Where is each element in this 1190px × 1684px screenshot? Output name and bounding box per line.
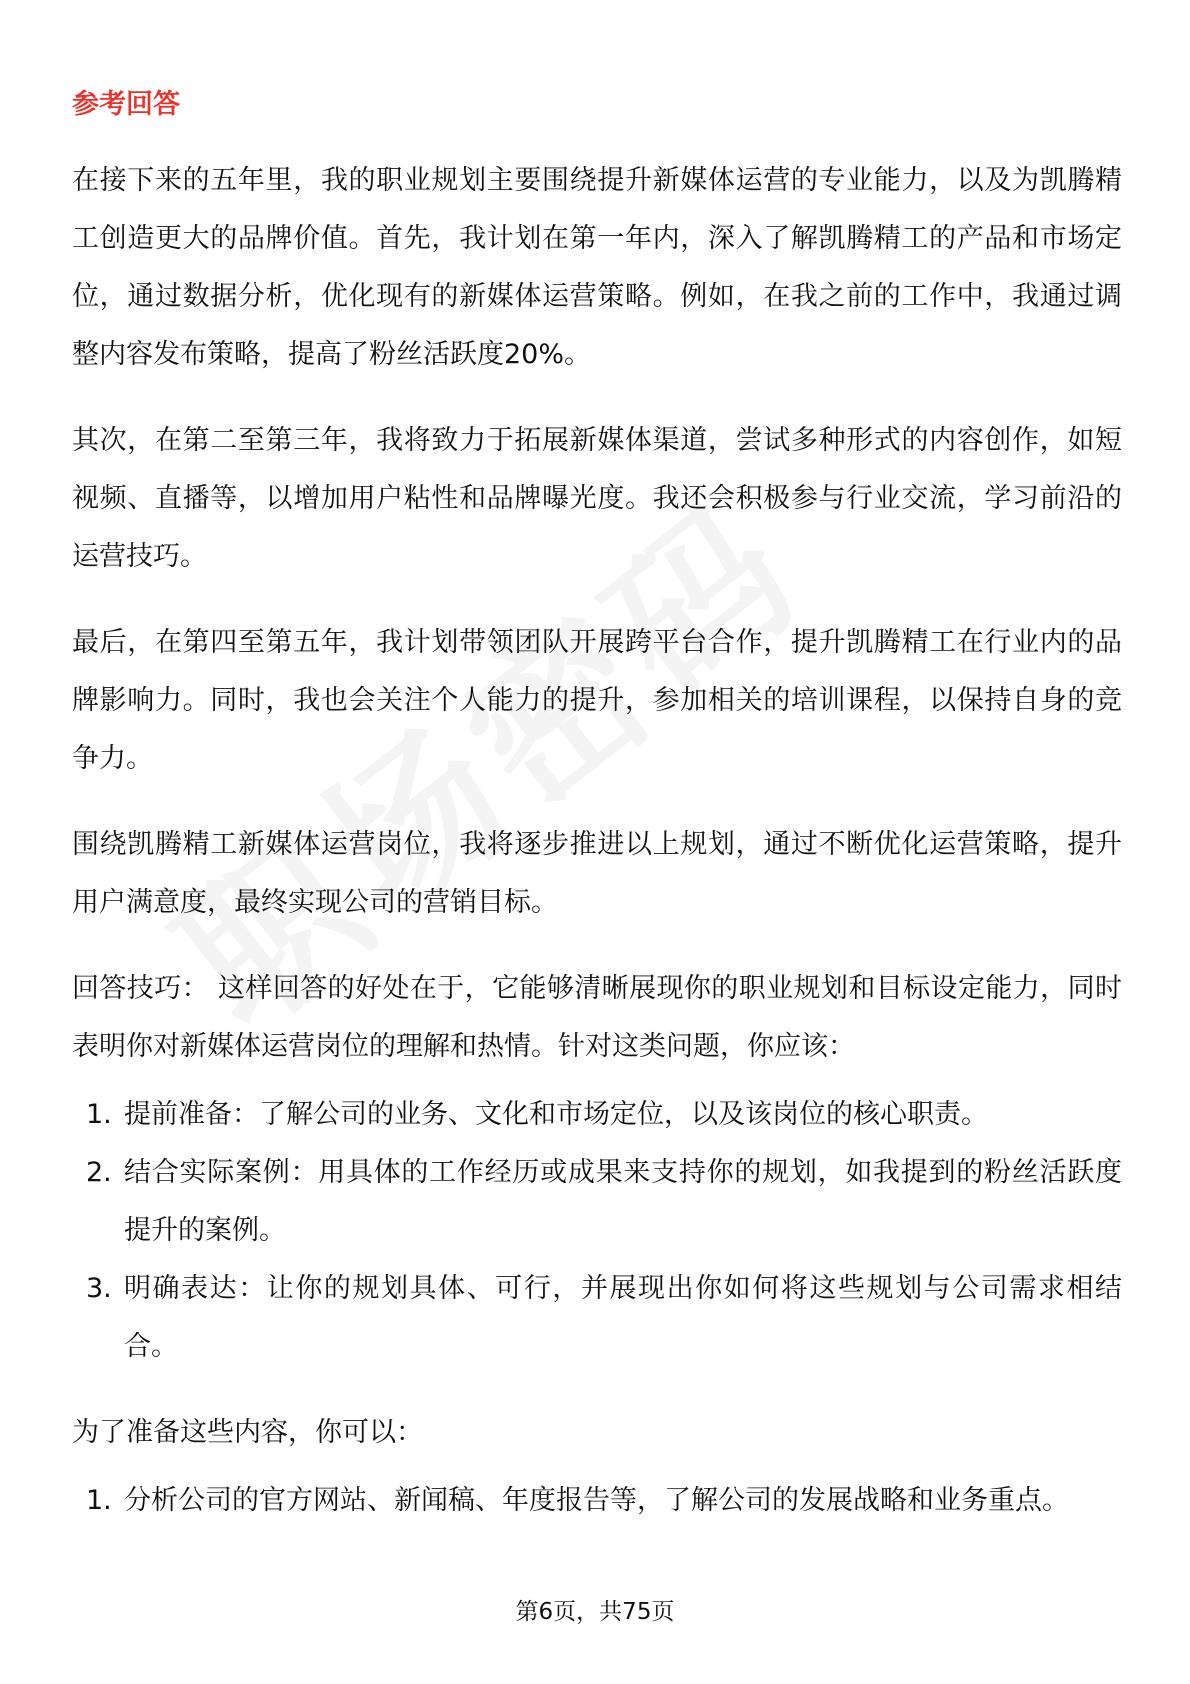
prep-intro-paragraph: 为了准备这些内容，你可以： bbox=[72, 1417, 423, 1448]
page-content bbox=[72, 80, 1122, 1558]
tips-intro-paragraph: 回答技巧： 这样回答的好处在于，它能够清晰展现你的职业规划和目标设定能力，同时表明你对新媒体运营岗位的理解和热情。针对这类问题，你应该： bbox=[72, 973, 1122, 1062]
list-item bbox=[72, 1144, 1122, 1260]
page-footer: 第6页，共75页 bbox=[515, 1599, 675, 1625]
list-item-number: 2. bbox=[86, 1157, 112, 1188]
answer-paragraph-3: 最后，在第四至第五年，我计划带领团队开展跨平台合作，提升凯腾精工在行业内的品牌影响力。同时，我也会关注个人能力的提升，参加相关的培训课程，以保持自身的竞争力。 bbox=[72, 627, 1122, 774]
list-item-number: 1. bbox=[86, 1099, 112, 1130]
answer-paragraph-4: 围绕凯腾精工新媒体运营岗位，我将逐步推进以上规划，通过不断优化运营策略，提升用户满意度，最终实现公司的营销目标。 bbox=[72, 829, 1122, 918]
list-item bbox=[72, 1472, 1122, 1530]
list-item-text: 明确表达：让你的规划具体、可行，并展现出你如何将这些规划与公司需求相结合。 bbox=[124, 1273, 1122, 1362]
tips-list bbox=[72, 1086, 1122, 1376]
list-item bbox=[72, 1086, 1122, 1144]
list-item-number: 1. bbox=[86, 1485, 112, 1516]
list-item-text: 提前准备：了解公司的业务、文化和市场定位，以及该岗位的核心职责。 bbox=[124, 1099, 988, 1130]
list-item-text: 分析公司的官方网站、新闻稿、年度报告等，了解公司的发展战略和业务重点。 bbox=[124, 1485, 1069, 1516]
prep-list bbox=[72, 1472, 1122, 1530]
section-title: 参考回答 bbox=[72, 89, 180, 120]
list-item bbox=[72, 1260, 1122, 1376]
answer-paragraph-2: 其次，在第二至第三年，我将致力于拓展新媒体渠道，尝试多种形式的内容创作，如短视频、直播等，以增加用户粘性和品牌曝光度。我还会积极参与行业交流，学习前沿的运营技巧。 bbox=[72, 425, 1122, 572]
answer-paragraph-1: 在接下来的五年里，我的职业规划主要围绕提升新媒体运营的专业能力，以及为凯腾精工创造更大的品牌价值。首先，我计划在第一年内，深入了解凯腾精工的产品和市场定位，通过数据分析，优化现有的新媒体运营策略。例如，在我之前的工作中，我通过调整内容发布策略，提高了粉丝活跃度20%。 bbox=[72, 165, 1122, 370]
list-item-text: 结合实际案例：用具体的工作经历或成果来支持你的规划，如我提到的粉丝活跃度提升的案例。 bbox=[124, 1157, 1122, 1246]
list-item-number: 3. bbox=[86, 1273, 112, 1304]
